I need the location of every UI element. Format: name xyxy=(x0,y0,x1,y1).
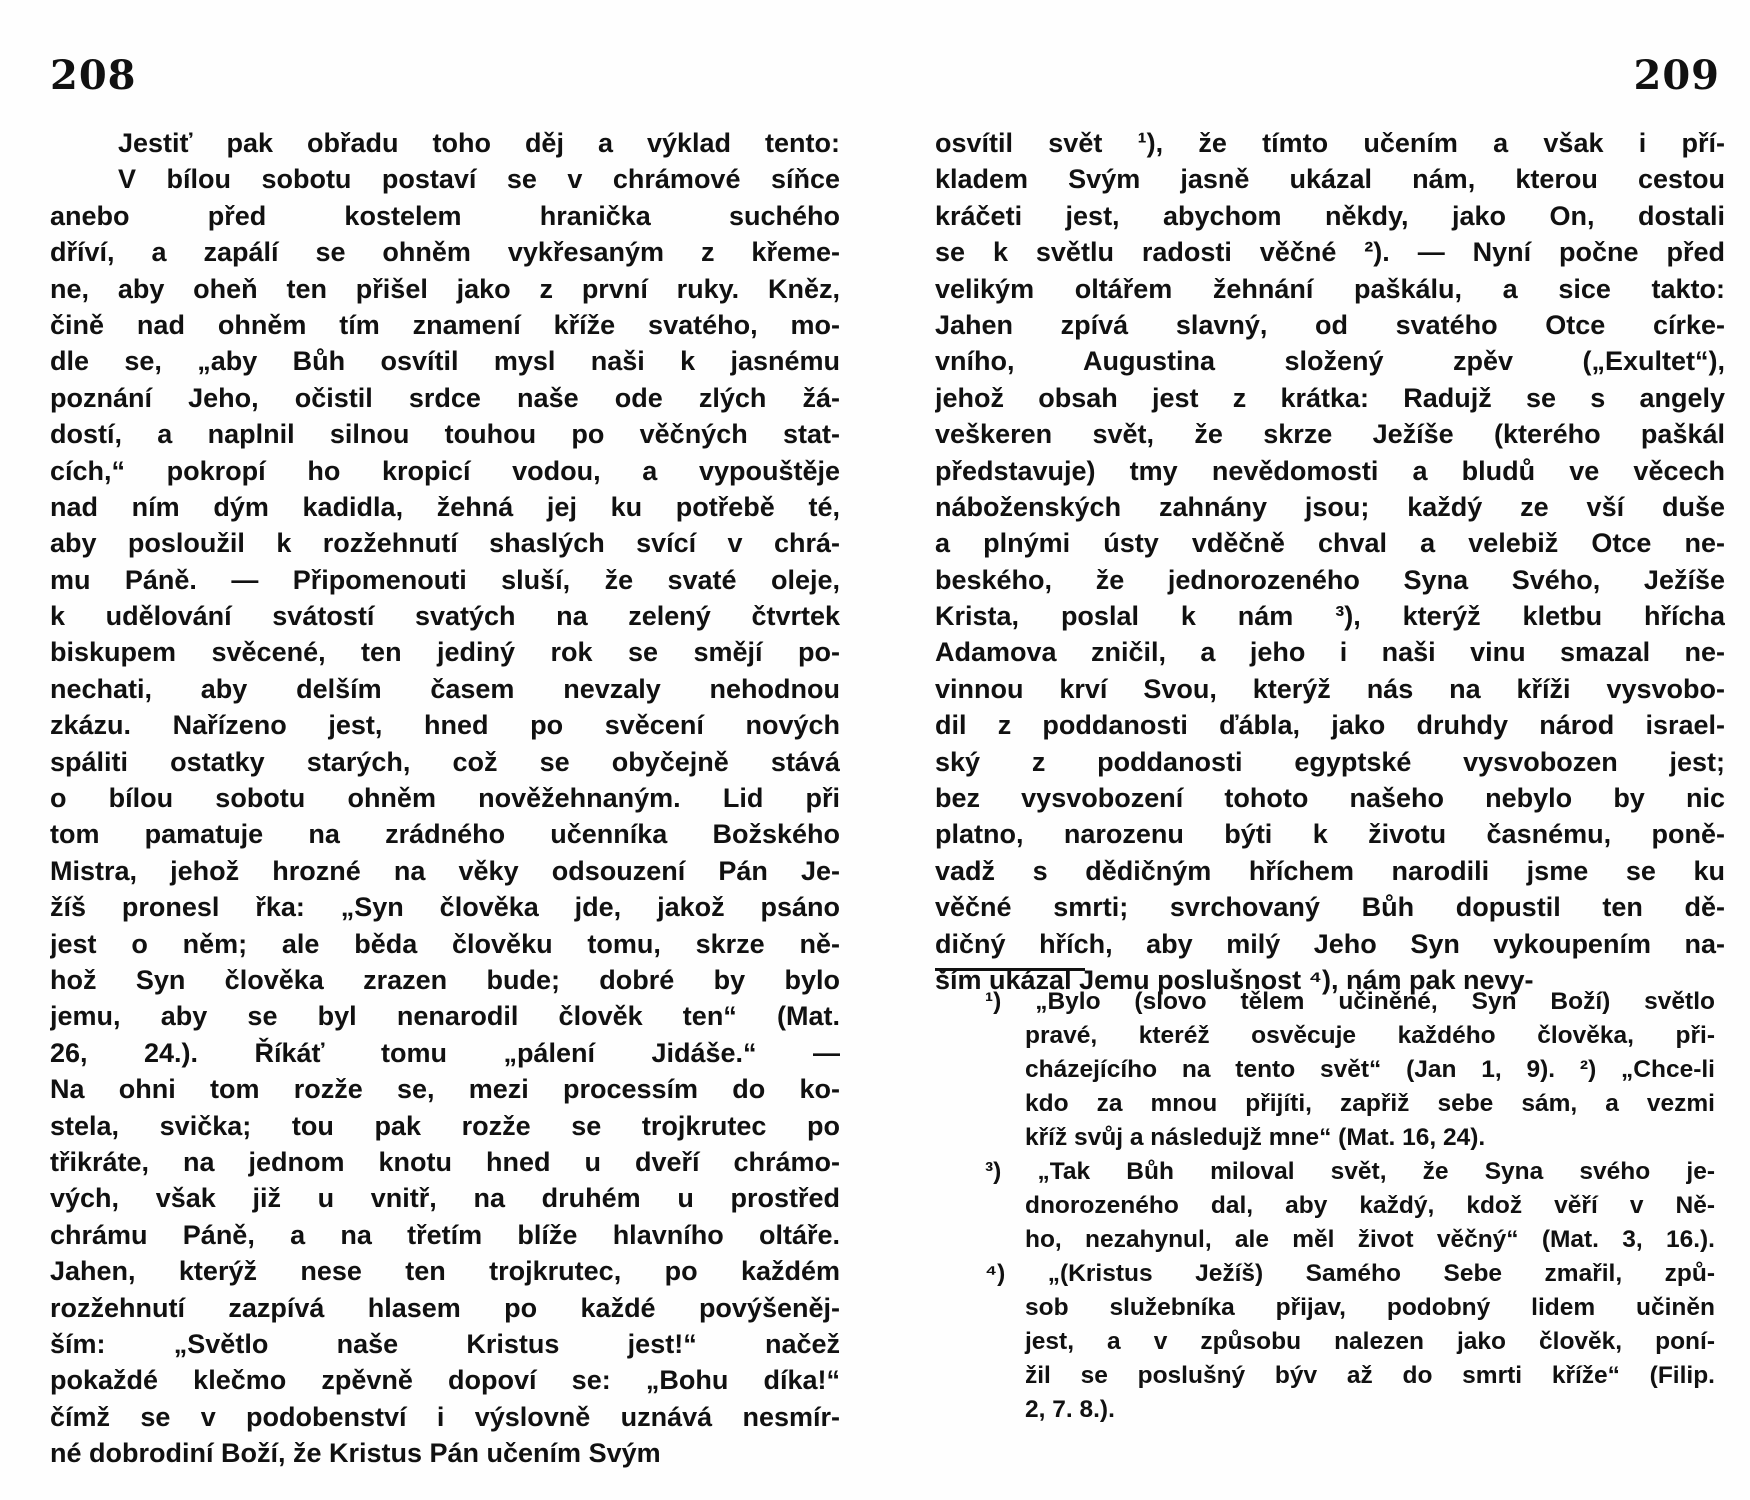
text-line: a plnými ústy vděčně chval a velebiž Otce ne- xyxy=(935,528,1725,559)
page-number: 208 xyxy=(50,52,137,99)
footnote-line: cházejícího na tento svět“ (Jan 1, 9). ²) „Chce-li xyxy=(1025,1056,1715,1083)
text-line: čině nad ohněm tím znamení kříže svatého, mo- xyxy=(50,309,840,340)
text-line: vých, však již u vnitř, na druhém u prostřed xyxy=(50,1183,840,1214)
text-line: kráčeti jest, abychom někdy, jako On, dostali xyxy=(935,200,1725,231)
body-text xyxy=(935,125,1725,998)
text-line: poznání Jeho, očistil srdce naše ode zlých žá- xyxy=(50,382,840,413)
text-line: nad ním dým kadidla, žehná jej ku potřebě té, xyxy=(50,491,840,522)
text-line: dříví, a zapálí se ohněm vykřesaným z křeme- xyxy=(50,237,840,268)
text-line: o bílou sobotu ohněm nověžehnaným. Lid při xyxy=(50,783,840,814)
text-line: mu Páně. — Připomenouti sluší, že svaté oleje, xyxy=(50,564,840,595)
text-line: dil z poddanosti ďábla, jako druhdy národ israel- xyxy=(935,710,1725,741)
text-line: bez vysvobození tohoto našeho nebylo by nic xyxy=(935,783,1725,814)
body-text xyxy=(50,125,840,1471)
text-line: tom pamatuje na zrádného učenníka Božského xyxy=(50,819,840,850)
text-line: platno, narozenu býti k životu časnému, poně- xyxy=(935,819,1725,850)
text-line: beského, že jednorozeného Syna Svého, Ježíše xyxy=(935,564,1725,595)
text-line: náboženských zahnány jsou; každý ze vší duše xyxy=(935,491,1725,522)
footnote-line: ³) „Tak Bůh miloval svět, že Syna svého je- xyxy=(985,1158,1715,1185)
footnote-line: ⁴) „(Kristus Ježíš) Samého Sebe zmařil, způ- xyxy=(985,1260,1715,1287)
text-line: hož Syn člověka zrazen bude; dobré by bylo xyxy=(50,964,840,995)
right-page xyxy=(875,0,1750,1500)
text-line: Jahen, kterýž nese ten trojkrutec, po každém xyxy=(50,1256,840,1287)
footnote-line: kdo za mnou přijíti, zapřiž sebe sám, a vezmi xyxy=(1025,1090,1715,1117)
text-line: veškeren svět, že skrze Ježíše (kterého paškál xyxy=(935,419,1725,450)
footnote-divider xyxy=(935,968,1085,971)
text-line: představuje) tmy nevědomosti a bludů ve věcech xyxy=(935,455,1725,486)
text-line: cích,“ pokropí ho kropicí vodou, a vypouštěje xyxy=(50,455,840,486)
text-line: ský z poddanosti egyptské vysvobozen jest; xyxy=(935,746,1725,777)
text-line: se k světlu radosti věčné ²). — Nyní počne před xyxy=(935,237,1725,268)
text-line: Adamova zničil, a jeho i naši vinu smazal ne- xyxy=(935,637,1725,668)
text-line: věčné smrti; svrchovaný Bůh dopustil ten dě- xyxy=(935,892,1725,923)
footnotes xyxy=(985,985,1715,1427)
text-line: jest o něm; ale běda člověku tomu, skrze ně- xyxy=(50,928,840,959)
text-line: ším: „Světlo naše Kristus jest!“ načež xyxy=(50,1328,840,1359)
text-line: vinnou krví Svou, kterýž nás na kříži vysvobo- xyxy=(935,673,1725,704)
text-line: dostí, a naplnil silnou touhou po věčných stat- xyxy=(50,419,840,450)
footnote-line: ho, nezahynul, ale měl život věčný“ (Mat. 3, 16.). xyxy=(1025,1226,1715,1253)
footnote-line: kříž svůj a následujž mne“ (Mat. 16, 24). xyxy=(1025,1124,1486,1151)
text-line: Krista, poslal k nám ³), kterýž kletbu hřícha xyxy=(935,601,1725,632)
text-line: V bílou sobotu postaví se v chrámové síňce xyxy=(118,164,840,195)
text-line: vadž s dědičným hříchem narodili jsme se ku xyxy=(935,855,1725,886)
text-line: Mistra, jehož hrozné na věky odsouzení Pán Je- xyxy=(50,855,840,886)
text-line: žíš pronesl řka: „Syn člověka jde, jakož psáno xyxy=(50,892,840,923)
text-line: vního, Augustina složený zpěv („Exultet“), xyxy=(935,346,1725,377)
text-line: chrámu Páně, a na třetím blíže hlavního oltáře. xyxy=(50,1219,840,1250)
text-line: ším ukázal Jemu poslušnost ⁴), nám pak nevy- xyxy=(935,964,1534,995)
text-line: pokaždé klečmo zpěvně dopoví se: „Bohu díka!“ xyxy=(50,1365,840,1396)
text-line: osvítil svět ¹), že tímto učením a však i pří- xyxy=(935,128,1725,158)
footnote-line: ¹) „Bylo (slovo tělem učiněné, Syn Boží) světlo xyxy=(985,988,1715,1015)
text-line: spáliti ostatky starých, což se obyčejně stává xyxy=(50,746,840,777)
footnote-line: sob služebníka přijav, podobný lidem učiněn xyxy=(1025,1294,1715,1321)
text-line: zkázu. Nařízeno jest, hned po svěcení nových xyxy=(50,710,840,741)
text-line: né dobrodiní Boží, že Kristus Pán učením Svým xyxy=(50,1438,661,1469)
text-line: Jestiť pak obřadu toho děj a výklad tento: xyxy=(118,128,840,158)
footnote-line: jest, a v způsobu nalezen jako člověk, poní- xyxy=(1025,1328,1715,1355)
text-line: jemu, aby se byl nenarodil člověk ten“ (Mat. xyxy=(50,1001,840,1032)
text-line: aby posloužil k rozžehnutí shaslých svící v chrá- xyxy=(50,528,840,559)
text-line: 26, 24.). Říkáť tomu „pálení Jidáše.“ — xyxy=(50,1037,840,1068)
text-line: třikráte, na jednom knotu hned u dveří chrámo- xyxy=(50,1146,840,1177)
text-line: k udělování svátostí svatých na zelený čtvrtek xyxy=(50,601,840,632)
footnote-line: dnorozeného dal, aby každý, kdož věří v Ně- xyxy=(1025,1192,1715,1219)
footnote-line: 2, 7. 8.). xyxy=(1025,1396,1115,1423)
page-number: 209 xyxy=(1633,52,1720,99)
text-line: ne, aby oheň ten přišel jako z první ruky. Kněz, xyxy=(50,273,840,304)
footnote-line: pravé, kteréž osvěcuje každého člověka, při- xyxy=(1025,1022,1715,1049)
left-page xyxy=(0,0,860,1500)
text-line: Na ohni tom rozže se, mezi processím do ko- xyxy=(50,1074,840,1105)
text-line: dičný hřích, aby milý Jeho Syn vykoupením na- xyxy=(935,928,1725,959)
text-line: velikým oltářem žehnání paškálu, a sice takto: xyxy=(935,273,1725,304)
text-line: stela, svička; tou pak rozže se trojkrutec po xyxy=(50,1110,840,1141)
footnote-line: žil se poslušný býv až do smrti kříže“ (Filip. xyxy=(1025,1362,1715,1389)
text-line: čímž se v podobenství i výslovně uznává nesmír- xyxy=(50,1401,840,1432)
text-line: dle se, „aby Bůh osvítil mysl naši k jasnému xyxy=(50,346,840,377)
text-line: nechati, aby delším časem nevzaly nehodnou xyxy=(50,673,840,704)
text-line: Jahen zpívá slavný, od svatého Otce círke- xyxy=(935,309,1725,340)
text-line: rozžehnutí zazpívá hlasem po každé povýšeněj- xyxy=(50,1292,840,1323)
text-line: biskupem svěcené, ten jediný rok se smějí po- xyxy=(50,637,840,668)
text-line: anebo před kostelem hranička suchého xyxy=(50,200,840,231)
text-line: kladem Svým jasně ukázal nám, kterou cestou xyxy=(935,164,1725,195)
text-line: jehož obsah jest z krátka: Radujž se s angely xyxy=(935,382,1725,413)
